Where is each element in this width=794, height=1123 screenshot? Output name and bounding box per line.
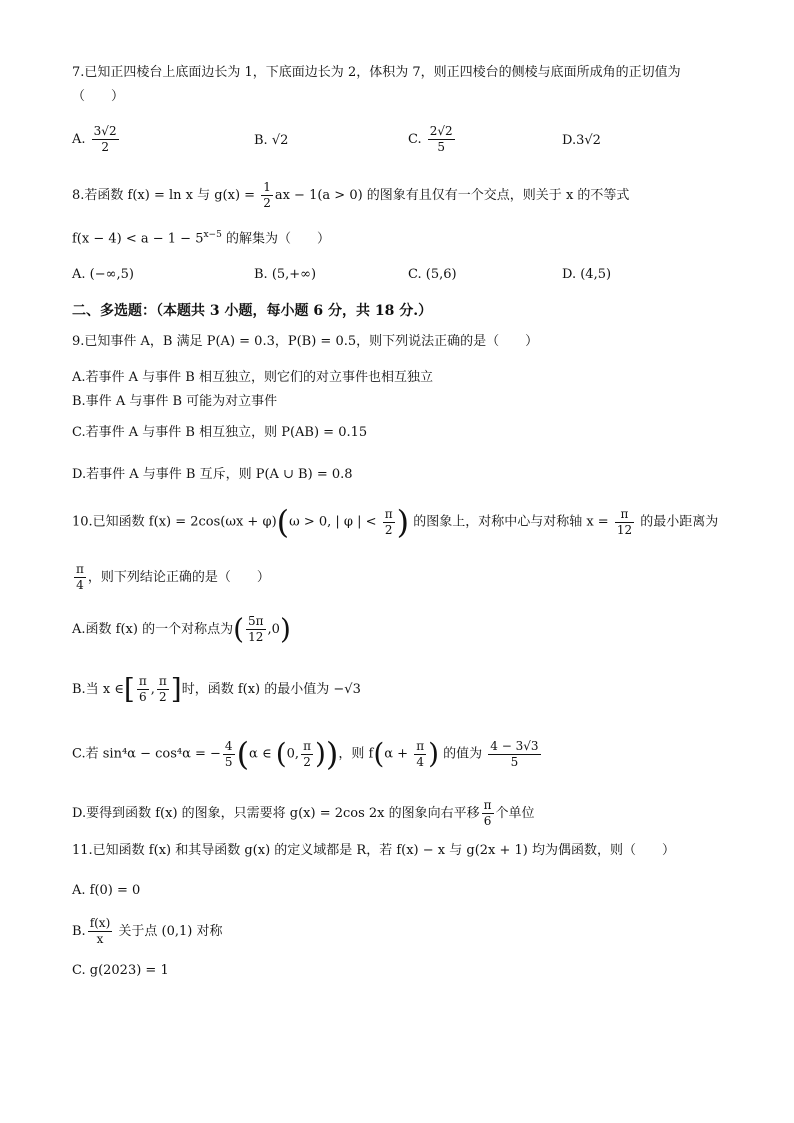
q10-option-b: B.当 x ∈[ $\frac{\pi}{6}$ , $\frac{\pi}{2}$ ]时，函数 f(x) 的最小值为 −√3 [72,672,361,706]
q10-option-a: A.函数 f(x) 的一个对称点为( $\frac{5\pi}{12}$ ,0) [72,612,291,646]
q11-option-a: A. f(0) = 0 [72,883,141,898]
fraction-half: $\frac{1}{2}$ [263,180,271,210]
fraction: $\frac{2√2}{5}$ [429,124,453,154]
q7-option-a: A. $\frac{3√2}{2}$ [72,124,117,154]
q11-option-b: B. $\frac{f(x)}{x}$ 关于点 (0,1) 对称 [72,916,223,946]
q7-option-c: C. $\frac{2√2}{5}$ [408,124,453,154]
q9-option-d: D.若事件 A 与事件 B 互斥，则 P(A ∪ B) = 0.8 [72,467,353,482]
q8-option-b: B. (5,+∞) [254,267,317,282]
q9-stem: 9.已知事件 A，B 满足 P(A) = 0.3，P(B) = 0.5，则下列说法正确的是（ ） [72,334,539,349]
q10-stem-line2: $\frac{\pi}{4}$ ，则下列结论正确的是（ ） [76,562,270,592]
q11-stem: 11.已知函数 f(x) 和其导函数 g(x) 的定义域都是 R，若 f(x) − x 与 g(2x + 1) 均为偶函数，则（ ） [72,843,676,858]
q11-option-c: C. g(2023) = 1 [72,963,169,978]
q7-option-d: D.3√2 [562,133,601,148]
q9-option-c: C.若事件 A 与事件 B 相互独立，则 P(AB) = 0.15 [72,425,368,440]
q8-option-d: D. (4,5) [562,267,612,282]
q10-stem-line1: 10.已知函数 f(x) = 2cos(ωx + φ)(ω > 0, | φ | < $\frac{\pi}{2}$ ) 的图象上，对称中心与对称轴 x = $\frac{\pi}{12}$ 的最小距离为 [72,503,719,541]
fraction: $\frac{3√2}{2}$ [93,124,117,154]
q9-option-a: A.若事件 A 与事件 B 相互独立，则它们的对立事件也相互独立 [72,370,433,385]
q8-stem-line1: 8.若函数 f(x) = ln x 与 g(x) = $\frac{1}{2}$ ax − 1(a > 0) 的图象有且仅有一个交点，则关于 x 的不等式 [72,180,630,210]
q10-option-d: D.要得到函数 f(x) 的图象，只需要将 g(x) = 2cos 2x 的图象向右平移 $\frac{\pi}{6}$ 个单位 [72,798,535,828]
q7-stem: 7.已知正四棱台上底面边长为 1，下底面边长为 2，体积为 7，则正四棱台的侧棱与底面所成角的正切值为 [72,65,681,80]
q10-option-c: C.若 sin⁴α − cos⁴α = − $\frac{4}{5}$ (α ∈ (0, $\frac{\pi}{2}$ ))，则 f(α + $\frac{\pi}{4}$ ) 的值为 $\frac{4 - 3√3}{5}$ [72,735,539,773]
q7-blank: （ ） [72,89,125,104]
q8-option-a: A. (−∞,5) [72,267,134,282]
q8-stem-line2: $f(x - 4) < a - 1 - 5^{x-5}$ 的解集为（ ） [72,230,330,247]
q7-option-b: B. √2 [254,133,289,148]
q9-option-b: B.事件 A 与事件 B 可能为对立事件 [72,394,278,409]
section-heading: 二、多选题：（本题共 3 小题，每小题 6 分，共 18 分.） [72,303,433,319]
q8-option-c: C. (5,6) [408,267,457,282]
